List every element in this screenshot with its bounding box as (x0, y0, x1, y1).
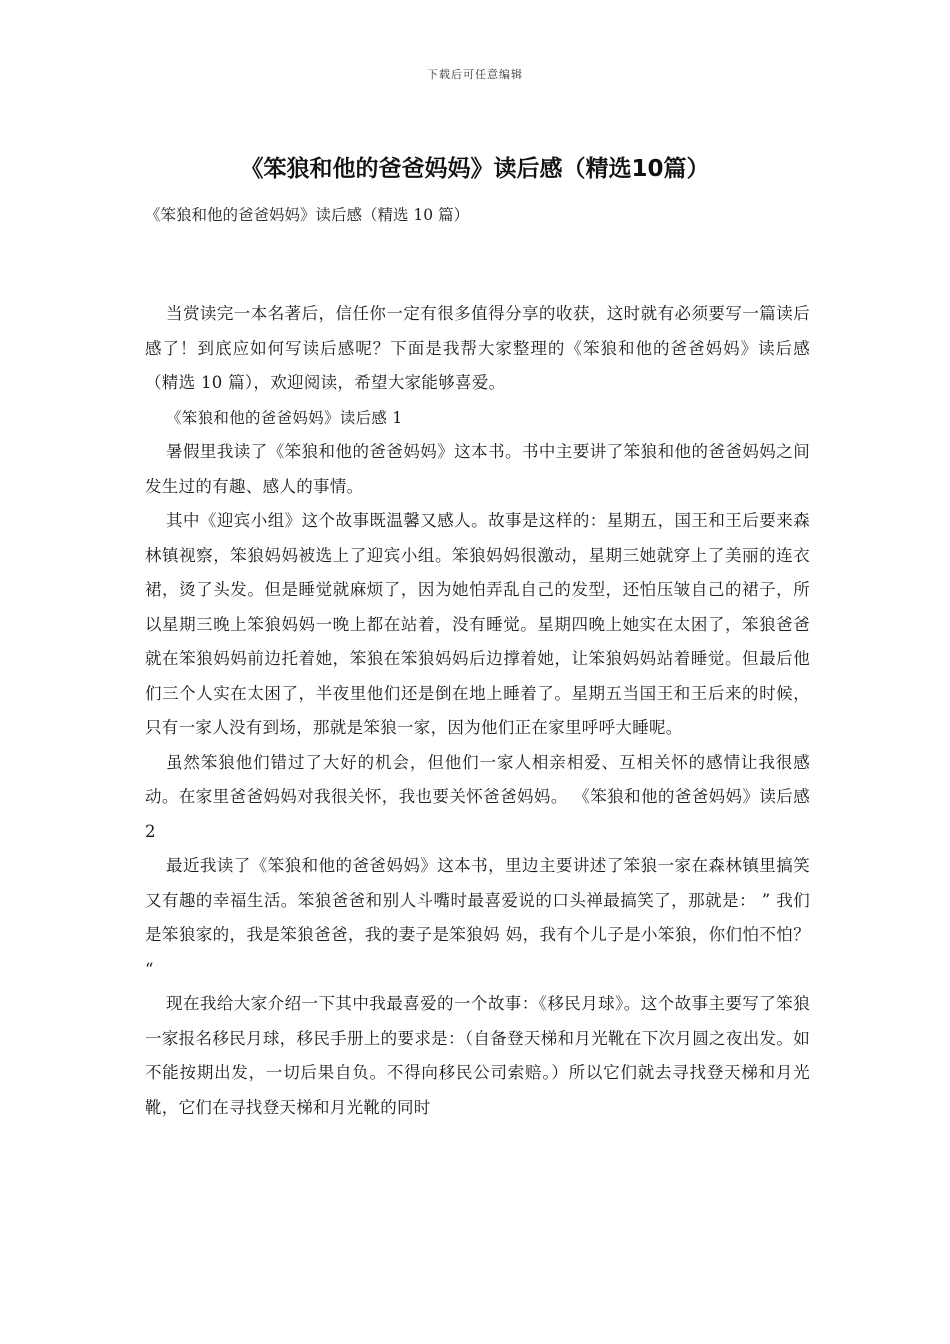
paragraph: 虽然笨狼他们错过了大好的机会，但他们一家人相亲相爱、互相关怀的感情让我很感动。在家里爸爸妈妈对我很关怀，我也要关怀爸爸妈妈。 《笨狼和他的爸爸妈妈》读后感 2 (145, 752, 810, 841)
paragraph: 现在我给大家介绍一下其中我最喜爱的一个故事：《移民月球》。这个故事主要写了笨狼一家报名移民月球，移民手册上的要求是：（自备登天梯和月光靴在下次月圆之夜出发。如不能按期出发，一切后果自负。不得向移民公司索赔。）所以它们就去寻找登天梯和月光靴，它们在寻找登天梯和月光靴的同时 (145, 994, 810, 1117)
paragraph: 其中《迎宾小组》这个故事既温馨又感人。故事是这样的：星期五，国王和王后要来森林镇视察，笨狼妈妈被选上了迎宾小组。笨狼妈妈很激动，星期三她就穿上了美丽的连衣裙，烫了头发。但是睡觉就麻烦了，因为她怕弄乱自己的发型，还怕压皱自己的裙子，所以星期三晚上笨狼妈妈一晚上都在站着，没有睡觉。星期四晚上她实在太困了，笨狼爸爸就在笨狼妈妈前边托着她，笨狼在笨狼妈妈后边撑着她，让笨狼妈妈站着睡觉。但最后他们三个人实在太困了，半夜里他们还是倒在地上睡着了。星期五当国王和王后来的时候，只有一家人没有到场，那就是笨狼一家，因为他们正在家里呼呼大睡呢。 (145, 511, 810, 737)
header-note: 下载后可任意编辑 (427, 68, 523, 81)
paragraph-intro: 当赏读完一本名著后，信任你一定有很多值得分享的收获，这时就有必须要写一篇读后感了！到底应如何写读后感呢？下面是我帮大家整理的《笨狼和他的爸爸妈妈》读后感（精选 10 篇），欢迎阅读，希望大家能够喜爱。 (145, 304, 810, 392)
article-body (145, 297, 810, 1125)
section-heading-1: 《笨狼和他的爸爸妈妈》读后感 1 (166, 408, 403, 427)
paragraph: 最近我读了《笨狼和他的爸爸妈妈》这本书，里边主要讲述了笨狼一家在森林镇里搞笑又有趣的幸福生活。笨狼爸爸和别人斗嘴时最喜爱说的口头禅最搞笑了，那就是： ” 我们是笨狼家的，我是笨狼爸爸，我的妻子是笨狼妈 妈，我有个儿子是小笨狼，你们怕不怕？ “ (145, 856, 810, 979)
page-subtitle: 《笨狼和他的爸爸妈妈》读后感（精选 10 篇） (145, 206, 470, 224)
page-title: 《笨狼和他的爸爸妈妈》读后感（精选10篇） (240, 156, 710, 182)
paragraph: 暑假里我读了《笨狼和他的爸爸妈妈》这本书。书中主要讲了笨狼和他的爸爸妈妈之间发生过的有趣、感人的事情。 (145, 442, 810, 496)
